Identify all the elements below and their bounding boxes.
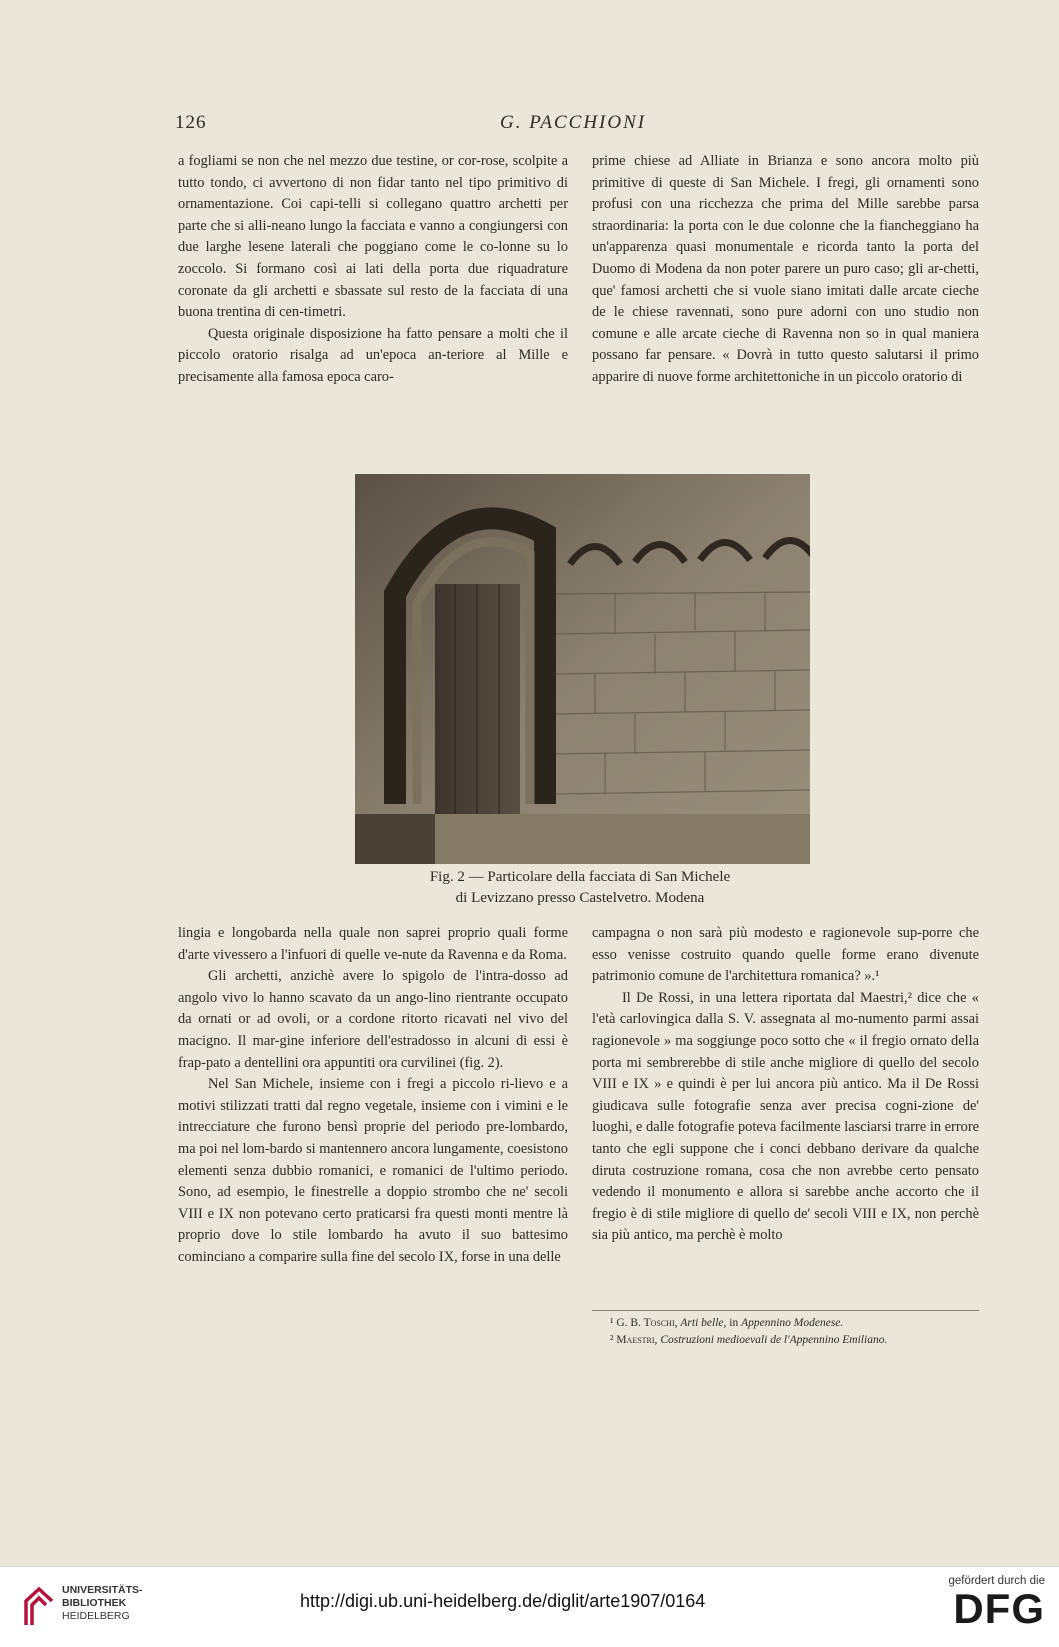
digitization-footer — [0, 1566, 1059, 1647]
footnotes — [592, 1310, 979, 1349]
caption-line: Fig. 2 — Particolare della facciata di San Michele — [429, 869, 731, 885]
column-bottom-left — [178, 923, 568, 1269]
paragraph: Gli archetti, anzichè avere lo spigolo de l'intra-dosso ad angolo vivo lo hanno scavato da un ango-lino rientrante occupato da ornati or ad ovoli, or a cordone ritorto ricavati nel vivo del macigno. Il mar-gine inferiore dell'estradosso in alcuni di essi è frap-pato a dentellini ora appuntiti ora curvilinei (fig. 2). — [178, 968, 568, 1071]
figure-caption — [340, 867, 820, 909]
page-number: 126 — [175, 112, 207, 133]
footnote-1: ¹ G. B. Toschi, Arti belle, in Appennino Modenese. — [610, 1317, 844, 1329]
running-head-author: G. PACCHIONI — [500, 112, 647, 133]
dfg-funding[interactable] — [935, 1575, 1045, 1631]
dfg-logo: DFG — [953, 1585, 1045, 1632]
source-url-link[interactable]: http://digi.ub.uni-heidelberg.de/diglit/arte1907/0164 — [300, 1591, 706, 1611]
footnote-2: ² Maestri, Costruzioni medioevali de l'Appennino Emiliano. — [610, 1334, 888, 1346]
paragraph: prime chiese ad Alliate in Brianza e sono ancora molto più primitive di queste di San Michele. I fregi, gli ornamenti sono profusi con una ricchezza che prima del Mille sarebbe parsa straordinaria: la porta con le due colonne che la fiancheggiano ha un'apparenza quasi monumentale e ricorda tanto la porta del Duomo di Modena da non poter parere un puro caso; gli ar-chetti, que' famosi archetti che si vuole siano imitati dalle arcate cieche de le chiese ravennati, sono pure adorni con uno studio non comune e alle arcate cieche di Ravenna non so in qual maniera possano far pensare. « Dovrà in tutto questo salutarsi il primo apparire di nuove forme architettoniche in un piccolo oratorio di — [592, 153, 979, 385]
paragraph: campagna o non sarà più modesto e ragionevole sup-porre che esso venisse costruito quando quelle forme erano divenute patrimonio comune de l'architettura romanica? ».¹ — [592, 925, 979, 985]
running-head — [0, 112, 1059, 136]
caption-line: di Levizzano presso Castelvetro. Modena — [455, 890, 705, 906]
paragraph: Il De Rossi, in una lettera riportata dal Maestri,² dice che « l'età carlovingica dalla S. V. assegnata al mo-numento parmi assai ragionevole » ma soggiunge poco sotto che « il fregio ornato della porta mi sembrerebbe di stile anche migliore di quello del secolo VIII e IX » e quindi è per lui ancora più antico. Ma il De Rossi giudicava sulle fotografie senza aver precisa cogni-zione de' luoghi, e dalle fotografie poteva facilmente lasciarsi trarre in errore tanto che egli suppone che i conci debbano derivare da qualche diruta costruzione romana, cosa che non avrebbe certo pensato vedendo il monumento e allora si sarebbe anche accorto che il fregio è di stile migliore di quello de' secoli VIII e IX, non perchè sia più antico, ma perchè è molto — [592, 989, 979, 1244]
column-top-right — [592, 151, 979, 389]
column-bottom-right — [592, 923, 979, 1247]
figure-photograph — [355, 474, 810, 864]
facade-photo-illustration — [355, 474, 810, 864]
paragraph: Nel San Michele, insieme con i fregi a piccolo ri-lievo e a motivi stilizzati tratti dal regno vegetale, insieme con i vimini e le intrecciature che furono bensì proprie del periodo pre-lombardo, ma poi nel lom-bardo si mantennero ancora lungamente, coesistono elementi senza dubbio romanici, e romanici de l'ultimo periodo. Sono, ad esempio, le finestrelle a doppio strombo che ne' secoli VIII e IX non potevano certo praticarsi fra questi monti mentre là proprio dove lo stile lombardo ha avuto il suo battesimo cominciano a comparire sulla fine del secolo IX, forse in una delle — [178, 1076, 568, 1265]
paragraph: lingia e longobarda nella quale non saprei proprio quali forme d'arte vivessero a l'infuori di quelle ve-nute da Ravenna e da Roma. — [178, 925, 568, 963]
university-library-logo-icon[interactable] — [22, 1581, 56, 1631]
paragraph: a fogliami se non che nel mezzo due testine, or cor-rose, scolpite a tutto tondo, ci avvertono di non fidar tanto nel tipo primitivo di ornamentazione. Coi capi-telli si collegano quattro archetti per parte che si alli-neano lungo la facciata e vanno a congiungersi con due larghe lesene laterali che poggiano come le co-lonne su lo zoccolo. Si formano così ai lati della porta due riquadrature coronate da gli archetti e sbassate sul resto de la facciata di una buona trentina di cen-timetri. — [178, 153, 568, 321]
funded-by-label: gefördert durch die — [948, 1575, 1045, 1587]
paragraph: Questa originale disposizione ha fatto pensare a molti che il piccolo oratorio risalga ad un'epoca an-teriore al Mille e precisamente alla famosa epoca caro- — [178, 325, 568, 385]
column-top-left — [178, 151, 568, 389]
library-name[interactable]: UNIVERSITÄTS- BIBLIOTHEK HEIDELBERG — [62, 1584, 143, 1622]
